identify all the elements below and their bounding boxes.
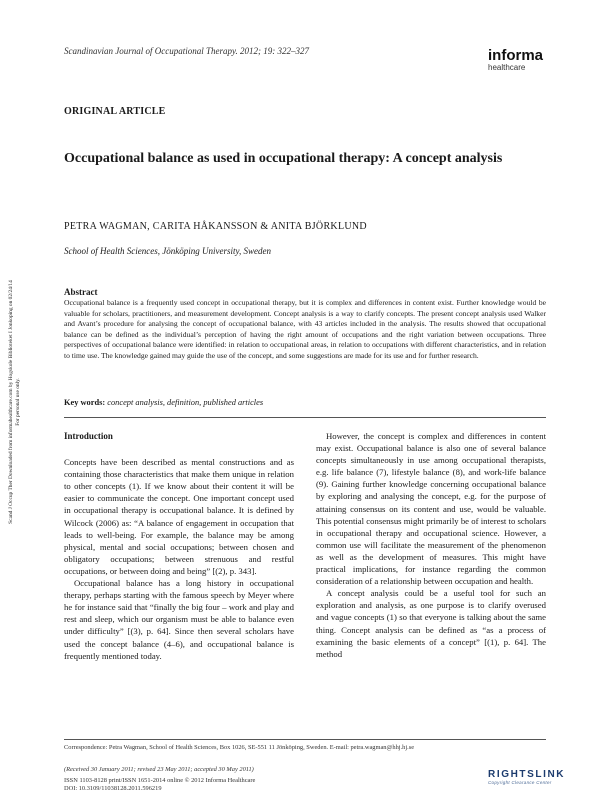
rightslink-logo[interactable] — [488, 769, 598, 785]
issn-line: ISSN 1103-8128 print/ISSN 1651-2014 online © 2012 Informa Healthcare — [64, 777, 256, 784]
received-dates: (Received 30 January 2011; revised 23 May 2011; accepted 30 May 2011) — [64, 766, 254, 773]
abstract-heading: Abstract — [64, 287, 98, 297]
keywords-label: Key words: — [64, 398, 106, 407]
body-paragraph: A concept analysis could be a useful tool for such an exploration and analysis, as one purpose is to clarify overused and vague concepts (1) so that everyone is talking about the same thing. Concept analysis can be defined as “as a process of examining the basic elements of a concept” [(1), p. 64]. The method — [316, 588, 546, 659]
download-watermark-line1: Scand J Occup Ther Downloaded from informahealthcare.com by Hogskole Biblioteket I Jonkoping on 02/24/14 — [8, 280, 14, 524]
logo-wordmark: informa — [488, 47, 544, 64]
journal-citation: Scandinavian Journal of Occupational Therapy. 2012; 19: 322–327 — [64, 46, 309, 56]
section-heading-introduction: Introduction — [64, 431, 113, 441]
body-paragraph: Concepts have been described as mental constructions and as containing those characteristics that make them unique in relation to other concepts (1). If we know about their content it will be easier to communicate the concept. One important concept used in occupational therapy is occupational balance. It is defined by Wilcock (2006) as: “A balance of engagement in occupation that leads to well-being. For example, the balance may be among physical, mental and social occupations; between chosen and obligatory occupations; between strenuous and restful occupations, or between doing and being” [(2), p. 343]. — [64, 457, 294, 576]
correspondence-note: Correspondence: Petra Wagman, School of Health Sciences, Box 1026, SE-551 11 Jönköping, Sweden. E-mail: petra.wagman@hhj.hj.se — [64, 744, 415, 751]
publisher-logo — [488, 48, 558, 72]
rightslink-wordmark: RIGHTSLINK — [488, 769, 566, 780]
article-title: Occupational balance as used in occupational therapy: A concept analysis — [64, 151, 503, 166]
abstract-text: Occupational balance is a frequently used concept in occupational therapy, but it is complex and differences in content exist. Further knowledge would be valuable for scholars, practitioners, and measurement development. Concept analysis is a way to clarify concepts. The present concept analysis used Walker and Avant’s procedure for analysing the concept of occupational balance, with 43 articles included in the analysis. The results showed that occupational balance can be defined as the individual’s perception of having the right amount of occupations and the right variation between occupations. Three perspectives of occupational balance were identified: in relation to occupational areas, in relation to occupations with different characteristics, and in relation to time use. The knowledge gained may guide the use of the concept, and some suggestions are made for its use and for further research. — [64, 298, 546, 360]
body-paragraph: However, the concept is complex and differences in content may exist. Occupational balance is also one of several balance concepts simultaneously in use among occupational therapists, e.g. life balance (7), lifestyle balance (8), and work-life balance (9). Gaining further knowledge concerning occupational balance by exploring and analysing the concept, e.g. for the purpose of attaining consensus on its content and use, would be valuable. This potential consensus might primarily be of interest to scholars in occupational therapy and occupational science. However, a common use will facilitate the measurement of the phenomenon as well as the development of measures. This might have practical implications, for instance regarding the common consideration of a relationship between occupation and health. — [316, 431, 546, 587]
logo-subtitle: healthcare — [488, 63, 526, 72]
keywords — [64, 398, 263, 407]
body-column-left — [64, 430, 294, 662]
author-affiliation: School of Health Sciences, Jönköping University, Sweden — [64, 246, 271, 256]
download-watermark-line2: For personal use only. — [15, 378, 21, 426]
keywords-value: concept analysis, definition, published articles — [107, 398, 264, 407]
download-watermark — [0, 222, 32, 582]
doi-line: DOI: 10.3109/11038128.2011.596219 — [64, 785, 162, 792]
footnote-divider — [64, 739, 546, 740]
article-type-label: ORIGINAL ARTICLE — [64, 106, 166, 117]
section-divider — [64, 417, 546, 418]
author-list: PETRA WAGMAN, CARITA HÅKANSSON & ANITA BJÖRKLUND — [64, 221, 367, 232]
body-paragraph: Occupational balance has a long history in occupational therapy, perhaps starting with the famous speech by Meyer where he for instance said that “finally the big four – work and play and rest and sleep, which our organism must be able to balance even under difficulty” [(3), p. 64]. Since then several scholars have used the concept balance (4–6), and occupational balance is frequently mentioned today. — [64, 578, 294, 661]
rightslink-subtitle: Copyright Clearance Center — [488, 780, 552, 785]
body-column-right — [316, 430, 546, 660]
